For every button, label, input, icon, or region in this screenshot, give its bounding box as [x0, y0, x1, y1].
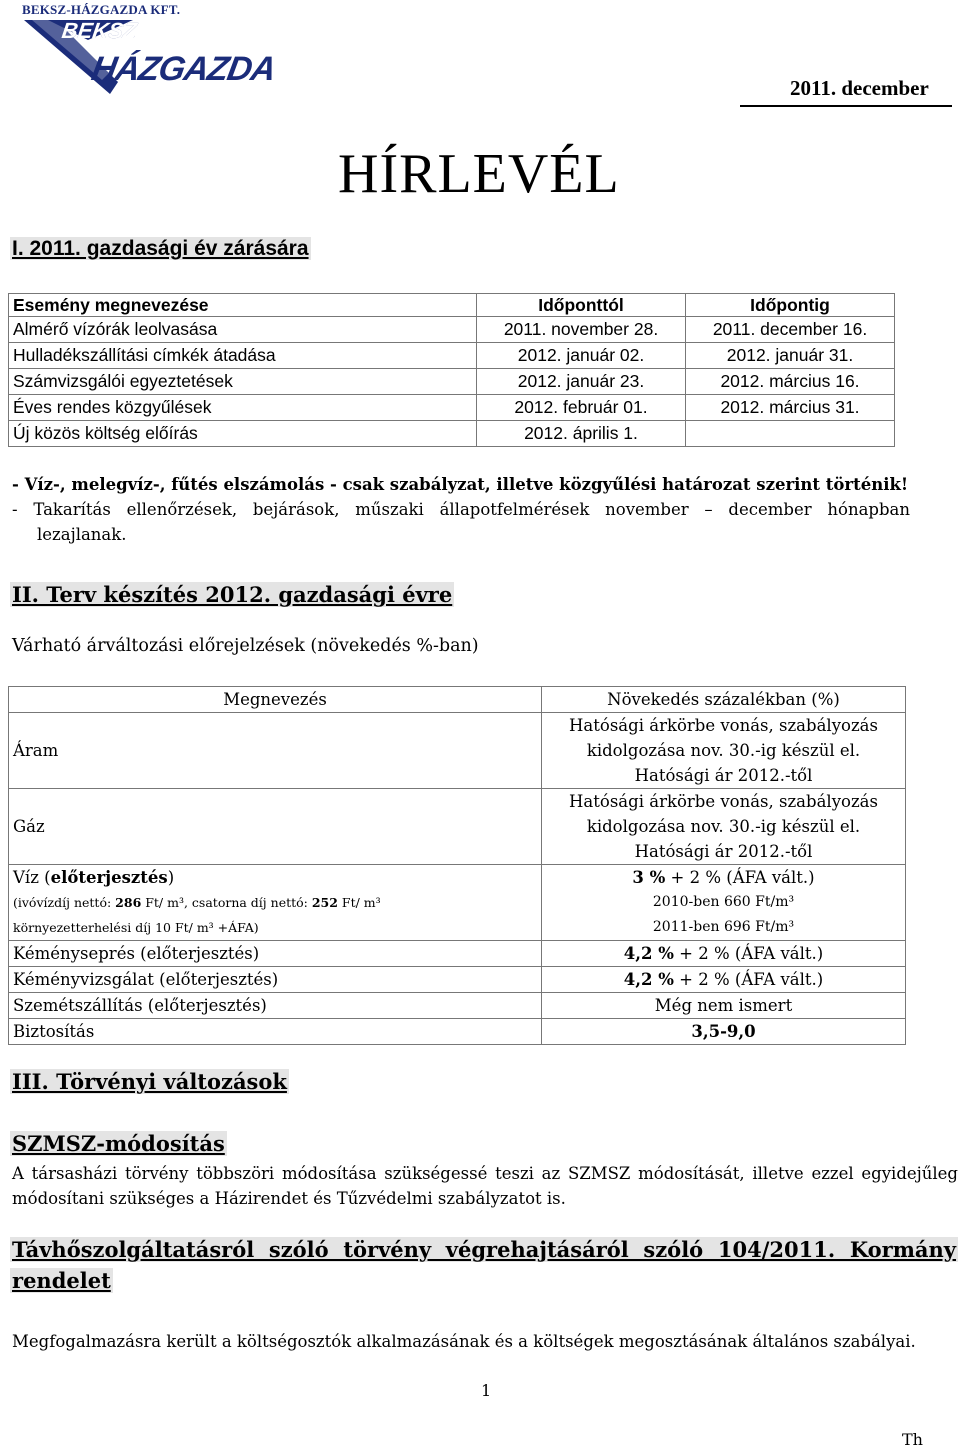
header-rule [740, 105, 952, 107]
table-header-row [9, 687, 906, 713]
section-3-heading: III. Törvényi változások [12, 1069, 287, 1094]
schedule-table [8, 293, 895, 447]
item-name: Gáz [9, 789, 542, 865]
item-value: 3 % + 2 % (ÁFA vált.) 2010-ben 660 Ft/m³ 2011-ben 696 Ft/m³ [542, 865, 906, 941]
district-heating-heading: Távhőszolgáltatásról szóló törvény végrehajtásáról szóló 104/2011. Kormány [12, 1237, 956, 1262]
company-name: BEKSZ-HÁZGAZDA KFT. [22, 2, 181, 17]
event-name: Számvizsgálói egyeztetések [9, 369, 477, 395]
item-value: 4,2 % + 2 % (ÁFA vált.) [542, 967, 906, 993]
szmsz-paragraph: A társasházi törvény többszöri módosítása szükségessé teszi az SZMSZ módosítását, illetve ezzel egyidejűleg módosítani szükséges a Házirendet és Tűzvédelmi szabályzatot is. [12, 1164, 958, 1208]
event-to: 2012. március 31. [686, 395, 895, 421]
logo-text-beksz: BEKSZ [60, 18, 139, 43]
event-to: 2012. március 16. [686, 369, 895, 395]
event-name: Hulladékszállítási címkék átadása [9, 343, 477, 369]
item-name: Kéményseprés (előterjesztés) [9, 941, 542, 967]
newsletter-title: HÍRLEVÉL [338, 143, 620, 205]
szmsz-heading: SZMSZ-módosítás [12, 1131, 225, 1156]
continuation-text: Th [902, 1430, 923, 1449]
table-row [9, 395, 895, 421]
district-heating-paragraph: Megfogalmazásra került a költségosztók alkalmazásának és a költségek megosztásának általános szabályai. [12, 1332, 916, 1351]
section-2-heading: II. Terv készítés 2012. gazdasági évre [12, 582, 453, 607]
item-value: Még nem ismert [542, 993, 906, 1019]
col-header-growth: Növekedés százalékban (%) [542, 687, 906, 713]
item-value: 3,5-9,0 [542, 1019, 906, 1045]
price-forecast-table [8, 686, 906, 1045]
col-header-name: Megnevezés [9, 687, 542, 713]
item-name: Áram [9, 713, 542, 789]
logo-text-hazgazda: HÁZGAZDA [88, 50, 279, 88]
section-1-heading: I. 2011. gazdasági év zárására [12, 237, 309, 260]
table-row [9, 713, 906, 789]
event-from: 2012. január 02. [477, 343, 686, 369]
event-name: Éves rendes közgyűlések [9, 395, 477, 421]
event-from: 2012. január 23. [477, 369, 686, 395]
note-inspections-cont: lezajlanak. [37, 525, 127, 544]
table-row [9, 343, 895, 369]
item-value: 4,2 % + 2 % (ÁFA vált.) [542, 941, 906, 967]
page-number: 1 [481, 1381, 492, 1400]
event-name: Almérő vízórák leolvasása [9, 317, 477, 343]
table-row [9, 421, 895, 447]
item-value: Hatósági árkörbe vonás, szabályozás kidolgozása nov. 30.-ig készül el. Hatósági ár 2012.-től [542, 789, 906, 865]
event-name: Új közös költség előírás [9, 421, 477, 447]
event-from: 2012. április 1. [477, 421, 686, 447]
table-header-row [9, 294, 895, 317]
item-value: Hatósági árkörbe vonás, szabályozás kidolgozása nov. 30.-ig készül el. Hatósági ár 2012.-től [542, 713, 906, 789]
item-name: Víz (előterjesztés) (ivóvízdíj nettó: 286 Ft/ m³, csatorna díj nettó: 252 Ft/ m³ környezetterhelési díj 10 Ft/ m³ +ÁFA) [9, 865, 542, 941]
district-heating-heading-cont: rendelet [12, 1268, 111, 1293]
table-row [9, 967, 906, 993]
note-billing: - Víz-, melegvíz-, fűtés elszámolás - csak szabályzat, illetve közgyűlési határozat szerint történik! [12, 475, 909, 494]
col-header-event: Esemény megnevezése [9, 294, 477, 317]
table-row [9, 1019, 906, 1045]
table-row [9, 789, 906, 865]
col-header-from: Időponttól [477, 294, 686, 317]
col-header-to: Időpontig [686, 294, 895, 317]
event-from: 2012. február 01. [477, 395, 686, 421]
event-from: 2011. november 28. [477, 317, 686, 343]
issue-date: 2011. december [790, 76, 929, 100]
table-row [9, 865, 906, 941]
table-row [9, 317, 895, 343]
table-row [9, 369, 895, 395]
table-row [9, 941, 906, 967]
event-to: 2012. január 31. [686, 343, 895, 369]
item-name: Kéményvizsgálat (előterjesztés) [9, 967, 542, 993]
table-row [9, 993, 906, 1019]
event-to [686, 421, 895, 447]
item-name: Biztosítás [9, 1019, 542, 1045]
item-name: Szemétszállítás (előterjesztés) [9, 993, 542, 1019]
event-to: 2011. december 16. [686, 317, 895, 343]
note-inspections: - Takarítás ellenőrzések, bejárások, műszaki állapotfelmérések november – december hónapban [12, 500, 910, 519]
forecast-subtitle: Várható árváltozási előrejelzések (növekedés %-ban) [12, 636, 479, 656]
